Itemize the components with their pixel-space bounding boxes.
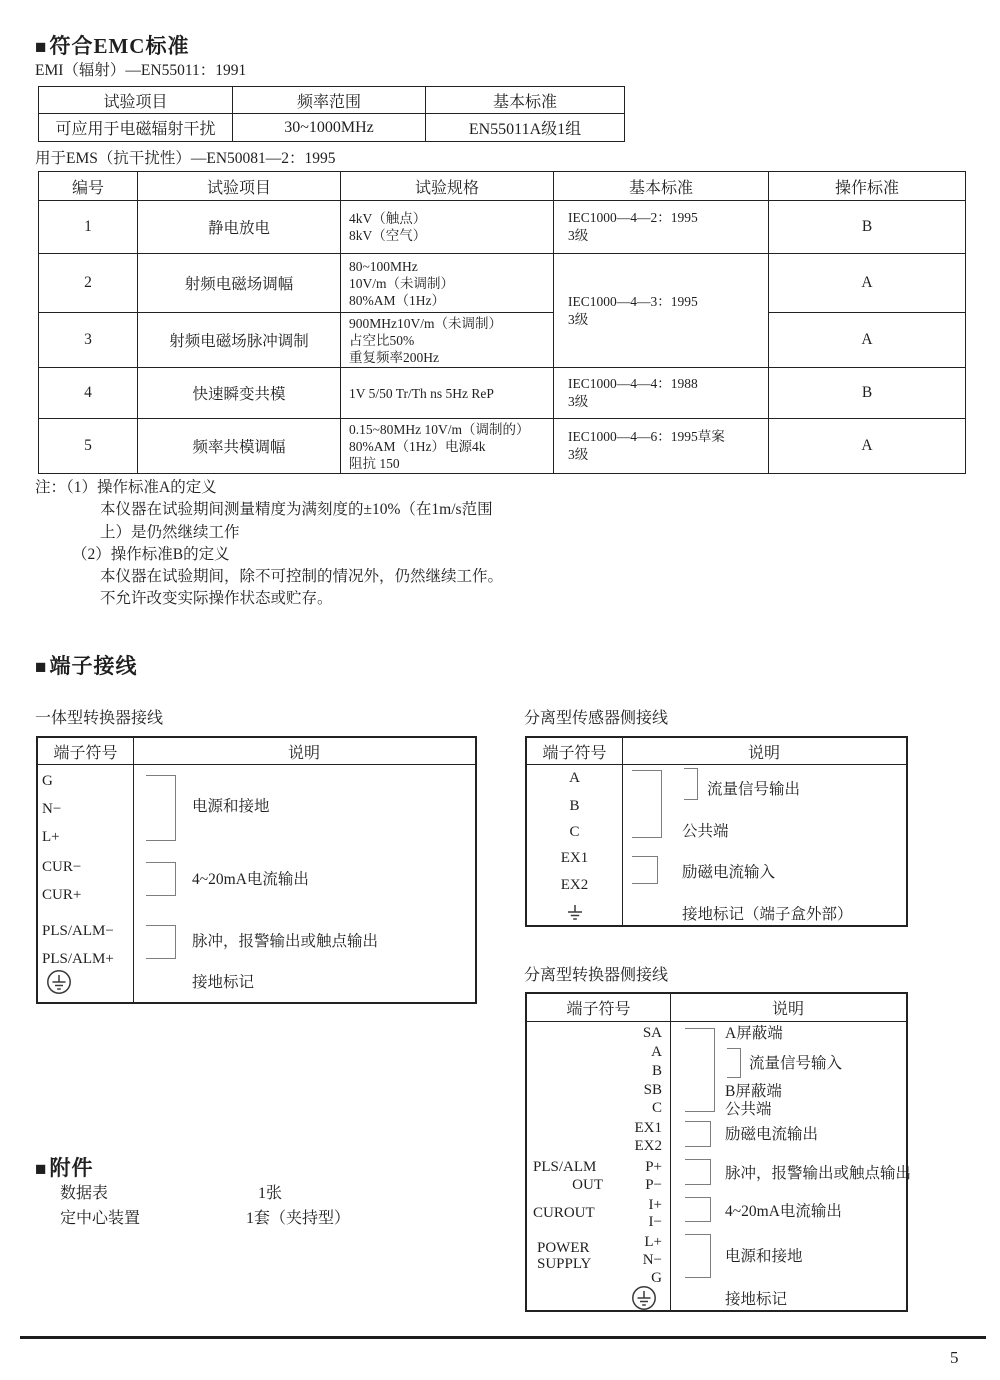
std-line: 3级 — [568, 228, 589, 243]
terminal-label: SA — [642, 1025, 662, 1041]
spec-line: 8kV（空气） — [349, 228, 427, 243]
terminal-label: C — [569, 824, 580, 840]
note-label: 注： — [35, 479, 67, 496]
accessory-row — [60, 1180, 108, 1203]
emi-header-standard: 基本标准 — [426, 87, 625, 114]
spec-line: 1V 5/50 Tr/Th ns 5Hz ReP — [349, 385, 494, 401]
sensor-table-title: 分离型传感器侧接线 — [524, 710, 669, 727]
note-line: 上）是仍然继续工作 — [100, 523, 240, 541]
converter-table-body — [527, 1022, 912, 1310]
terminal-label: C — [651, 1100, 662, 1116]
section-marker-icon: ■ — [35, 657, 48, 678]
group-bracket — [146, 775, 176, 841]
accessories-section-heading — [35, 1152, 93, 1182]
terminal-label: N− — [42, 801, 62, 817]
ems-no: 3 — [39, 313, 138, 368]
spec-line: 阻抗 150 — [349, 455, 400, 471]
group-bracket — [685, 1159, 711, 1185]
out-group-label: OUT — [572, 1177, 603, 1193]
terminal-label: CUR+ — [42, 887, 82, 903]
ems-header-no: 编号 — [39, 172, 138, 201]
integral-table-title: 一体型转换器接线 — [35, 710, 164, 727]
terminal-column-header: 端子符号 — [542, 744, 607, 762]
terminal-column-header: 端子符号 — [566, 1001, 631, 1018]
emi-header-range: 频率范围 — [233, 87, 426, 114]
group-bracket — [146, 925, 176, 959]
spec-line: 80~100MHz — [349, 258, 418, 274]
ems-standard-line: 用于EMS（抗干扰性）—EN50081—2：1995 — [35, 150, 336, 167]
group-bracket — [685, 1234, 711, 1278]
terminal-label: I− — [648, 1214, 662, 1230]
std-line: IEC1000—4—4：1988 — [568, 376, 698, 391]
ems-item: 静电放电 — [138, 201, 341, 254]
group-bracket — [146, 862, 176, 896]
note-line: 本仪器在试验期间测量精度为满刻度的±10%（在1m/s范围 — [100, 501, 493, 519]
plsalm-group-label: PLS/ALM — [533, 1159, 597, 1175]
ems-standard — [554, 368, 769, 419]
spec-line: 重复频率200Hz — [349, 349, 439, 365]
emi-cell-item: 可应用于电磁辐射干扰 — [39, 114, 233, 142]
power-ground-desc: 电源和接地 — [725, 1248, 803, 1265]
terminal-label: B — [651, 1063, 662, 1079]
converter-table-header — [527, 994, 906, 1022]
accessories-section-title: 附件 — [49, 1156, 94, 1180]
note-line — [35, 477, 503, 499]
ems-grade: B — [769, 368, 966, 419]
ems-item: 射频电磁场脉冲调制 — [138, 313, 341, 368]
integral-wiring-table — [36, 736, 477, 1004]
sensor-table-body — [527, 765, 906, 925]
group-bracket — [632, 856, 658, 884]
converter-wiring-table — [525, 992, 912, 1312]
shield-a-desc: A屏蔽端 — [725, 1025, 783, 1042]
group-bracket — [685, 1121, 711, 1147]
integral-table-body — [38, 765, 475, 1002]
power-group-label: POWER — [537, 1240, 590, 1256]
spec-line: 900MHz10V/m（未调制） — [349, 315, 502, 331]
ems-standard-merged — [554, 254, 769, 368]
page-number: 5 — [950, 1348, 959, 1367]
accessory-row — [60, 1205, 140, 1228]
ems-header-standard: 基本标准 — [554, 172, 769, 201]
terminal-label: EX1 — [634, 1120, 662, 1136]
section-marker-icon: ■ — [35, 1159, 48, 1180]
excitation-desc: 励磁电流输入 — [682, 864, 776, 881]
common-terminal-desc: 公共端 — [725, 1101, 772, 1118]
accessory-qty: 1套（夹持型） — [246, 1210, 351, 1227]
ems-header-row — [39, 172, 966, 201]
ems-spec — [341, 201, 554, 254]
wiring-section-heading — [35, 650, 137, 680]
ems-grade: A — [769, 313, 966, 368]
current-output-desc: 4~20mA电流输出 — [192, 871, 309, 888]
ems-no: 2 — [39, 254, 138, 313]
group-bracket — [685, 1197, 711, 1222]
accessory-qty: 1张 — [258, 1185, 283, 1202]
terminal-label: P+ — [645, 1159, 662, 1175]
ems-row-4 — [39, 368, 966, 419]
ems-no: 5 — [39, 419, 138, 474]
ground-mark-desc: 接地标记 — [725, 1291, 788, 1308]
terminal-label: B — [569, 798, 580, 814]
terminal-label: SB — [643, 1082, 662, 1098]
terminal-column-header: 端子符号 — [53, 744, 118, 762]
flow-signal-desc: 流量信号输入 — [749, 1055, 843, 1072]
terminal-label: A — [651, 1044, 662, 1060]
ems-item: 频率共模调幅 — [138, 419, 341, 474]
terminal-label: EX2 — [634, 1138, 662, 1154]
terminal-label: I+ — [648, 1197, 662, 1213]
note1-head: （1）操作标准A的定义 — [66, 479, 217, 496]
terminal-label: G — [651, 1270, 662, 1286]
terminal-label: P− — [645, 1177, 662, 1193]
emi-data-row — [39, 114, 625, 142]
terminal-label: L+ — [644, 1234, 662, 1250]
std-line: 3级 — [568, 394, 589, 409]
terminal-label: EX2 — [560, 877, 589, 893]
ground-mark-desc: 接地标记（端子盒外部） — [682, 906, 853, 923]
emi-standard-line: EMI（辐射）—EN55011：1991 — [35, 62, 247, 79]
spec-line: 80%AM（1Hz） — [349, 292, 445, 308]
ems-spec — [341, 313, 554, 368]
common-terminal-desc: 公共端 — [682, 823, 729, 840]
emi-cell-range: 30~1000MHz — [233, 114, 426, 142]
ems-standard — [554, 419, 769, 474]
converter-table-title: 分离型转换器侧接线 — [524, 967, 669, 984]
ems-no: 4 — [39, 368, 138, 419]
accessory-name: 数据表 — [60, 1185, 109, 1202]
spec-line: 占空比50% — [349, 332, 415, 348]
ems-grade: A — [769, 419, 966, 474]
emc-section-heading — [35, 30, 189, 60]
supply-group-label: SUPPLY — [537, 1256, 592, 1272]
description-column-header: 说明 — [747, 744, 780, 762]
emi-header-item: 试验项目 — [39, 87, 233, 114]
ems-row-1 — [39, 201, 966, 254]
description-column-header: 说明 — [771, 1001, 804, 1018]
terminal-label: L+ — [42, 829, 60, 845]
std-line: 3级 — [568, 311, 589, 327]
note-line: 不允许改变实际操作状态或贮存。 — [100, 590, 333, 608]
wiring-section-title: 端子接线 — [49, 654, 138, 678]
pulse-alarm-desc: 脉冲，报警输出或触点输出 — [725, 1165, 912, 1182]
integral-table-header — [38, 738, 475, 765]
sensor-wiring-table — [525, 736, 908, 927]
pulse-alarm-desc: 脉冲，报警输出或触点输出 — [192, 933, 379, 950]
section-marker-icon: ■ — [35, 37, 48, 58]
group-bracket — [684, 768, 698, 800]
terminal-label: CUR− — [42, 859, 82, 875]
std-line: IEC1000—4—2：1995 — [568, 210, 698, 225]
emi-header-row — [39, 87, 625, 114]
std-line: IEC1000—4—6：1995草案 — [568, 429, 725, 444]
std-line: IEC1000—4—3：1995 — [568, 293, 698, 309]
std-line: 3级 — [568, 447, 589, 462]
terminal-label: A — [569, 770, 580, 786]
emi-table — [38, 86, 625, 142]
ems-spec — [341, 419, 554, 474]
terminal-label: PLS/ALM− — [42, 923, 114, 939]
note2-head: （2）操作标准B的定义 — [72, 545, 230, 563]
ems-grade: A — [769, 254, 966, 313]
terminal-label: PLS/ALM+ — [42, 951, 114, 967]
notes-block — [35, 477, 503, 611]
power-ground-desc: 电源和接地 — [192, 798, 270, 815]
ems-table — [38, 171, 966, 474]
emc-section-title: 符合EMC标准 — [49, 34, 190, 58]
ems-item: 射频电磁场调幅 — [138, 254, 341, 313]
description-column-header: 说明 — [287, 744, 320, 762]
circled-ground-icon — [631, 1285, 657, 1311]
terminal-label: G — [42, 773, 53, 789]
ems-header-spec: 试验规格 — [341, 172, 554, 201]
circled-ground-icon — [46, 969, 72, 995]
ems-row-2 — [39, 254, 966, 313]
ems-row-5 — [39, 419, 966, 474]
terminal-label: EX1 — [560, 850, 589, 866]
accessory-name: 定中心装置 — [60, 1210, 141, 1227]
terminal-label: N− — [642, 1252, 662, 1268]
ems-spec — [341, 254, 554, 313]
current-output-desc: 4~20mA电流输出 — [725, 1203, 842, 1220]
footer-rule — [20, 1336, 986, 1339]
ems-item: 快速瞬变共模 — [138, 368, 341, 419]
ems-spec — [341, 368, 554, 419]
excitation-desc: 励磁电流输出 — [725, 1126, 819, 1143]
group-bracket — [632, 770, 662, 838]
ground-mark-desc: 接地标记 — [192, 974, 255, 991]
emi-cell-standard: EN55011A级1组 — [426, 114, 625, 142]
shield-b-desc: B屏蔽端 — [725, 1083, 782, 1100]
spec-line: 4kV（触点） — [349, 211, 427, 226]
ems-row-3 — [39, 313, 966, 368]
spec-line: 80%AM（1Hz）电源4k — [349, 438, 486, 454]
spec-line: 10V/m（未调制） — [349, 275, 455, 291]
ground-icon — [565, 904, 585, 921]
ems-header-grade: 操作标准 — [769, 172, 966, 201]
ems-grade: B — [769, 201, 966, 254]
flow-signal-desc: 流量信号输出 — [707, 781, 801, 798]
group-bracket — [685, 1028, 715, 1112]
sensor-table-header — [527, 738, 906, 765]
ems-no: 1 — [39, 201, 138, 254]
ems-header-item: 试验项目 — [138, 172, 341, 201]
group-bracket — [727, 1048, 741, 1078]
note-line: 本仪器在试验期间，除不可控制的情况外，仍然继续工作。 — [100, 568, 504, 586]
curout-group-label: CUROUT — [533, 1205, 595, 1221]
ems-standard — [554, 201, 769, 254]
spec-line: 0.15~80MHz 10V/m（调制的） — [349, 421, 530, 437]
